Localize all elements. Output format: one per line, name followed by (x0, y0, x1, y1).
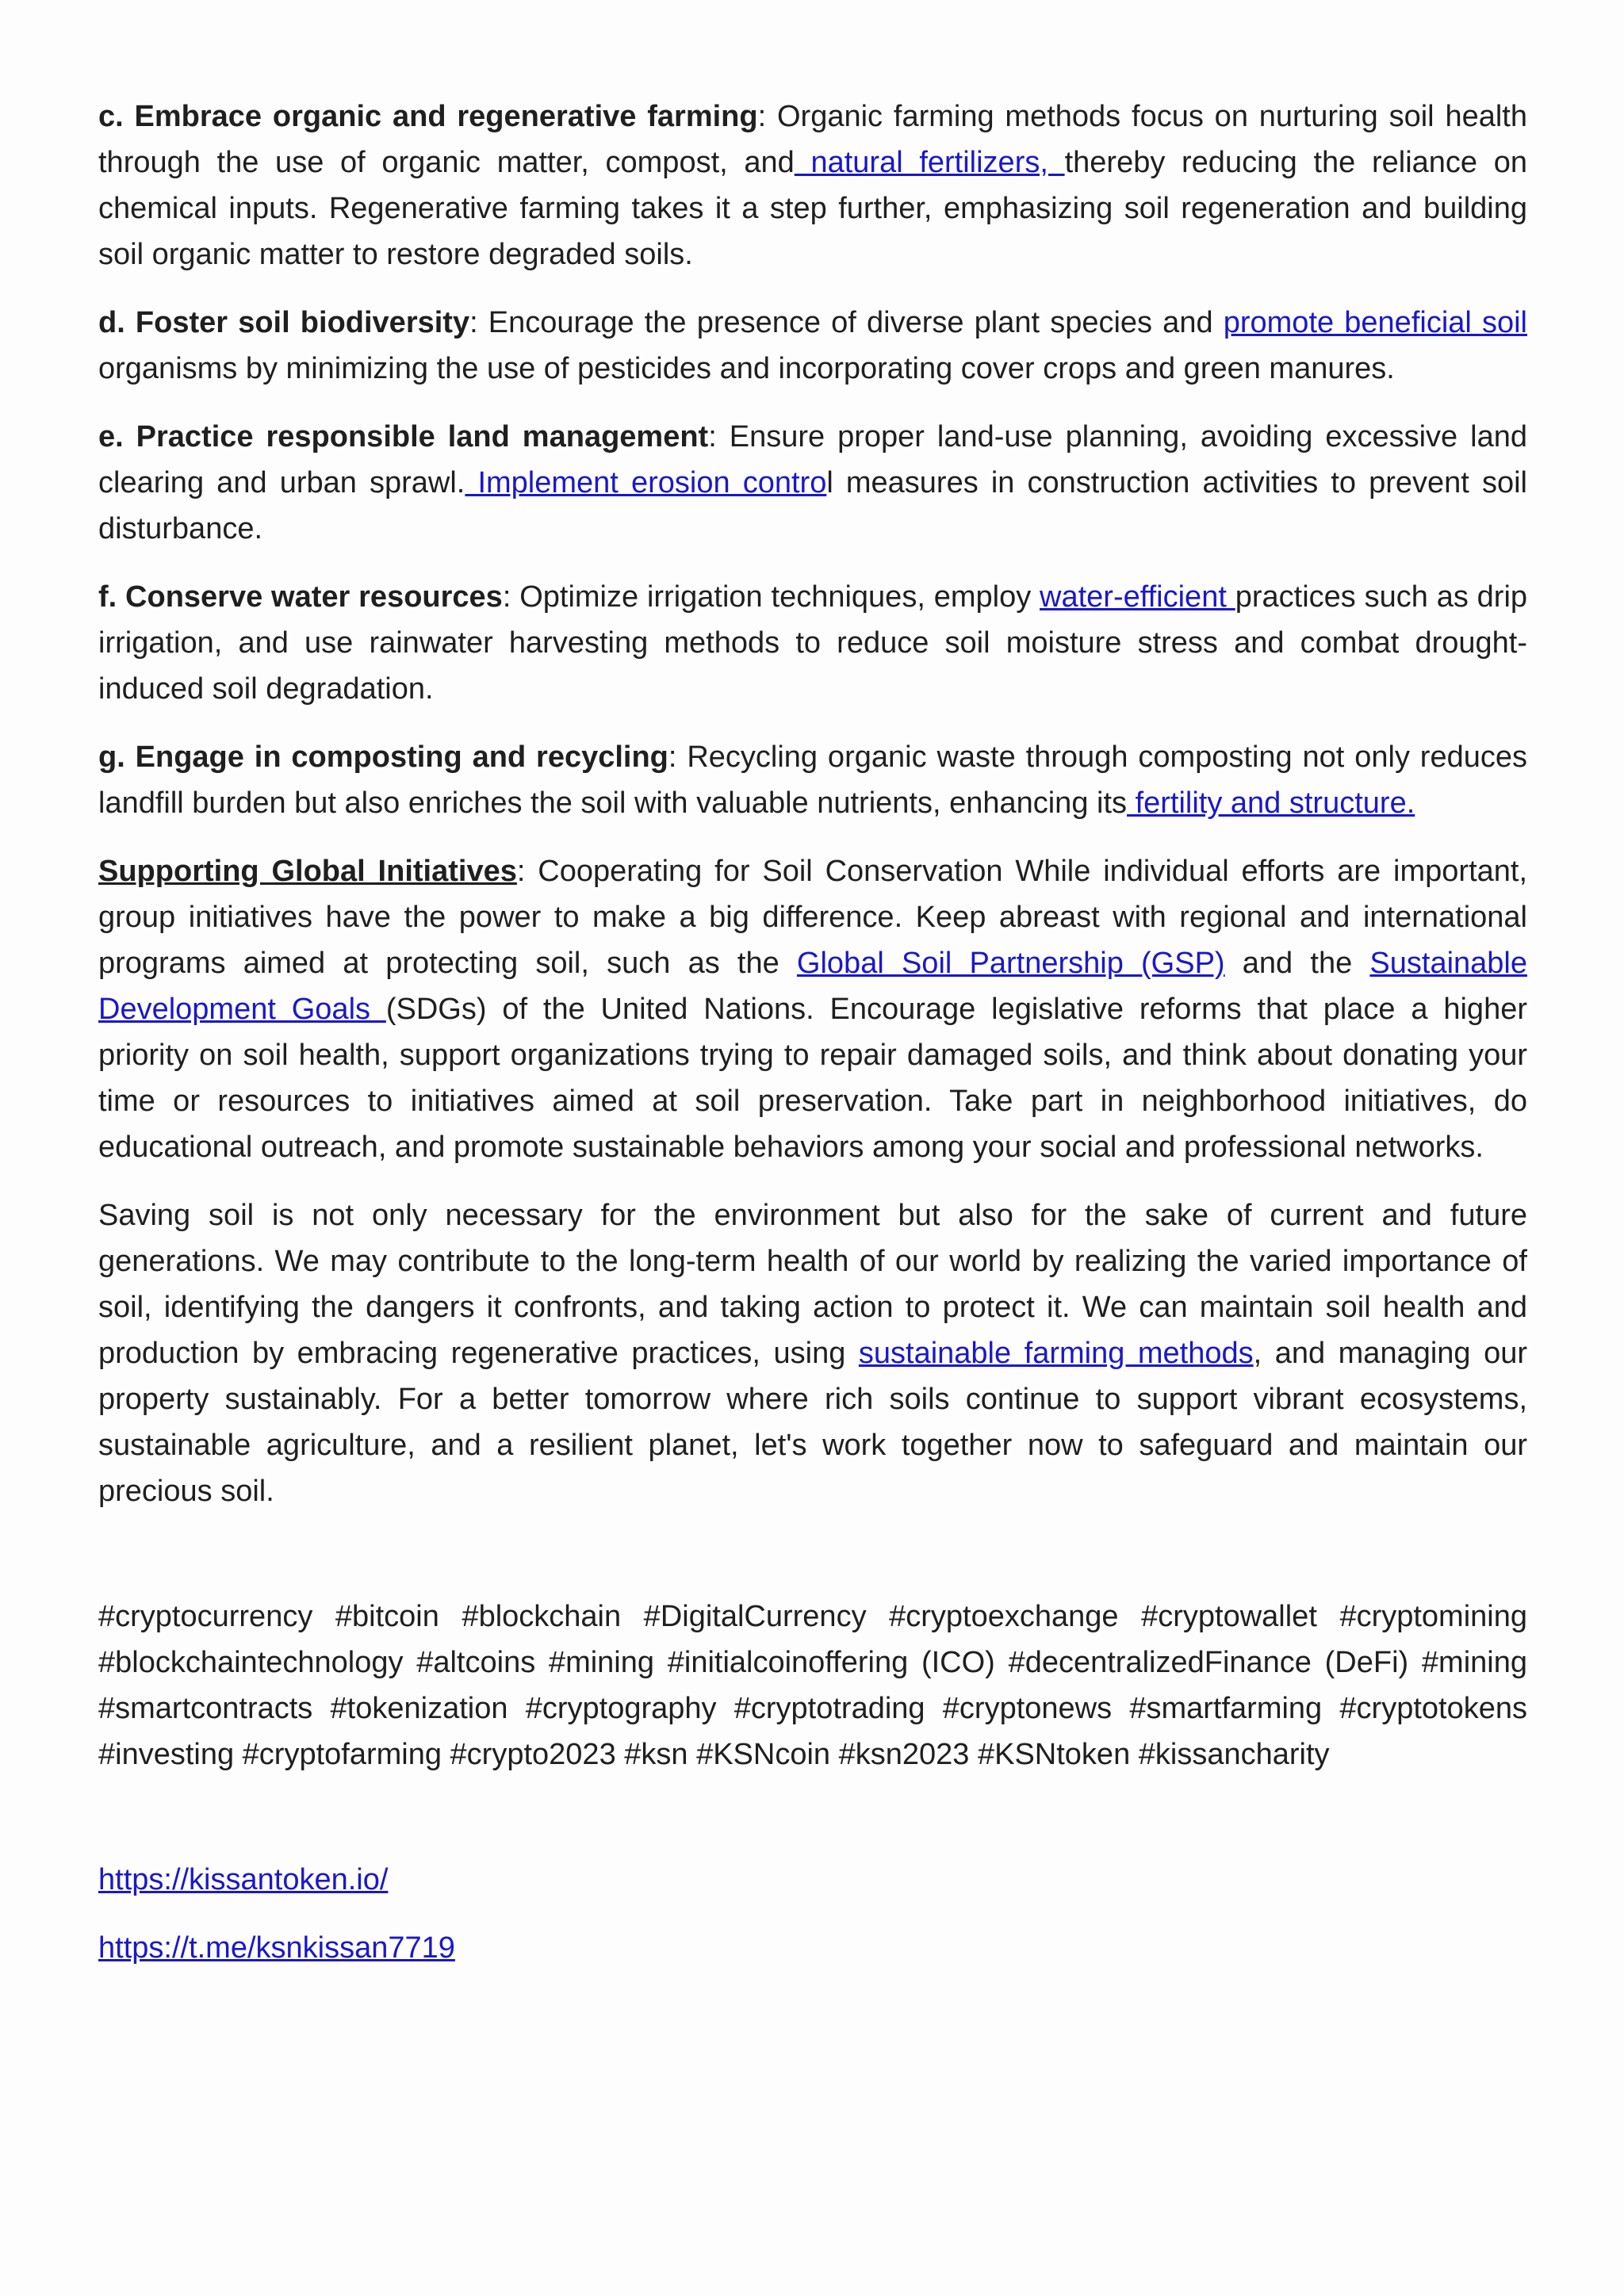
text: Saving soil is not only necessary for the environment but also for the sake of current and future generations. We may contribute to the long-term health of our world by realizing the varied importance of soil, identifying the dangers it confronts, and taking action to protect it. We can maintain soil health and production by embracing regenerative practices, using (98, 1199, 1527, 1370)
link-fertility-structure[interactable]: fertility and structure. (1127, 786, 1415, 820)
paragraph-composting (98, 734, 1527, 826)
link-sustainable-farming-methods[interactable]: sustainable farming methods (858, 1337, 1254, 1370)
link-kissantoken-website[interactable]: https://kissantoken.io/ (98, 1863, 389, 1896)
paragraph-water-resources (98, 574, 1527, 712)
heading-composting: g. Engage in composting and recycling (98, 740, 668, 774)
heading-global-initiatives: Supporting Global Initiatives (98, 855, 517, 888)
paragraph-organic-farming (98, 94, 1527, 277)
text: : Cooperating for Soil Conservation While individual efforts are important, group initiatives have the power to make a big difference. Keep abreast with regional and international programs aimed at protecting soil, such as the (98, 855, 1528, 980)
text: : Optimize irrigation techniques, employ (502, 580, 1040, 614)
link-telegram[interactable]: https://t.me/ksnkissan7719 (98, 1931, 455, 1965)
text: , and managing our property sustainably. For a better tomorrow where rich soils continue to support vibrant ecosystems, sustainable agriculture, and a resilient planet, let's work together now to safeguard and maintain our precious soil. (98, 1337, 1527, 1508)
links-section (98, 1857, 1527, 1971)
paragraph-land-management (98, 414, 1527, 552)
text: and the (1224, 947, 1370, 980)
heading-water-resources: f. Conserve water resources (98, 580, 503, 614)
paragraph-global-initiatives (98, 848, 1527, 1170)
link-promote-beneficial-soil[interactable]: promote beneficial soil (1223, 306, 1527, 339)
link-row (98, 1857, 1527, 1903)
text: thereby reducing the reliance on chemical inputs. Regenerative farming takes it a step further, emphasizing soil regeneration and building soil organic matter to restore degraded soils. (98, 146, 1527, 271)
text: : Encourage the presence of diverse plant species and (469, 306, 1224, 339)
link-natural-fertilizers[interactable]: natural fertilizers, (794, 146, 1065, 179)
link-row (98, 1925, 1527, 1971)
text: l measures in construction activities to prevent soil disturbance. (98, 466, 1527, 545)
text: organisms by minimizing the use of pesticides and incorporating cover crops and green manures. (98, 352, 1395, 385)
paragraph-saving-soil (98, 1192, 1527, 1514)
link-erosion-control[interactable]: Implement erosion contro (465, 466, 827, 499)
heading-organic-farming: c. Embrace organic and regenerative farming (98, 100, 758, 133)
link-water-efficient[interactable]: water-efficient (1040, 580, 1235, 614)
text: : Ensure proper land-use planning, avoiding excessive land clearing and urban sprawl. (98, 420, 1527, 499)
document-body (98, 94, 1527, 1993)
hashtags-paragraph: #cryptocurrency #bitcoin #blockchain #DigitalCurrency #cryptoexchange #cryptowallet #cryptomining #blockchaintechnology #altcoins #mining #initialcoinoffering (ICO) #decentralizedFinance (DeFi) #mining #smartcontracts #tokenization #cryptography #cryptotrading #cryptonews #smartfarming #cryptotokens #investing #cryptofarming #crypto2023 #ksn #KSNcoin #ksn2023 #KSNtoken #kissancharity (98, 1600, 1527, 1771)
text: : Organic farming methods focus on nurturing soil health through the use of organic matter, compost, and (98, 100, 1527, 179)
text: : Recycling organic waste through composting not only reduces landfill burden but also enriches the soil with valuable nutrients, enhancing its (98, 740, 1528, 820)
heading-soil-biodiversity: d. Foster soil biodiversity (98, 306, 470, 339)
heading-land-management: e. Practice responsible land management (98, 420, 709, 453)
link-sustainable-development-goals[interactable]: Sustainable Development Goals (98, 947, 1527, 1026)
link-global-soil-partnership[interactable]: Global Soil Partnership (GSP) (796, 947, 1225, 980)
text: (SDGs) of the United Nations. Encourage legislative reforms that place a higher priority on soil health, support organizations trying to repair damaged soils, and think about donating your time or resources to initiatives aimed at soil preservation. Take part in neighborhood initiatives, do educational outreach, and promote sustainable behaviors among your social and professional networks. (98, 993, 1527, 1164)
text: practices such as drip irrigation, and use rainwater harvesting methods to reduce soil moisture stress and combat drought-induced soil degradation. (98, 580, 1528, 706)
paragraph-soil-biodiversity (98, 300, 1527, 392)
